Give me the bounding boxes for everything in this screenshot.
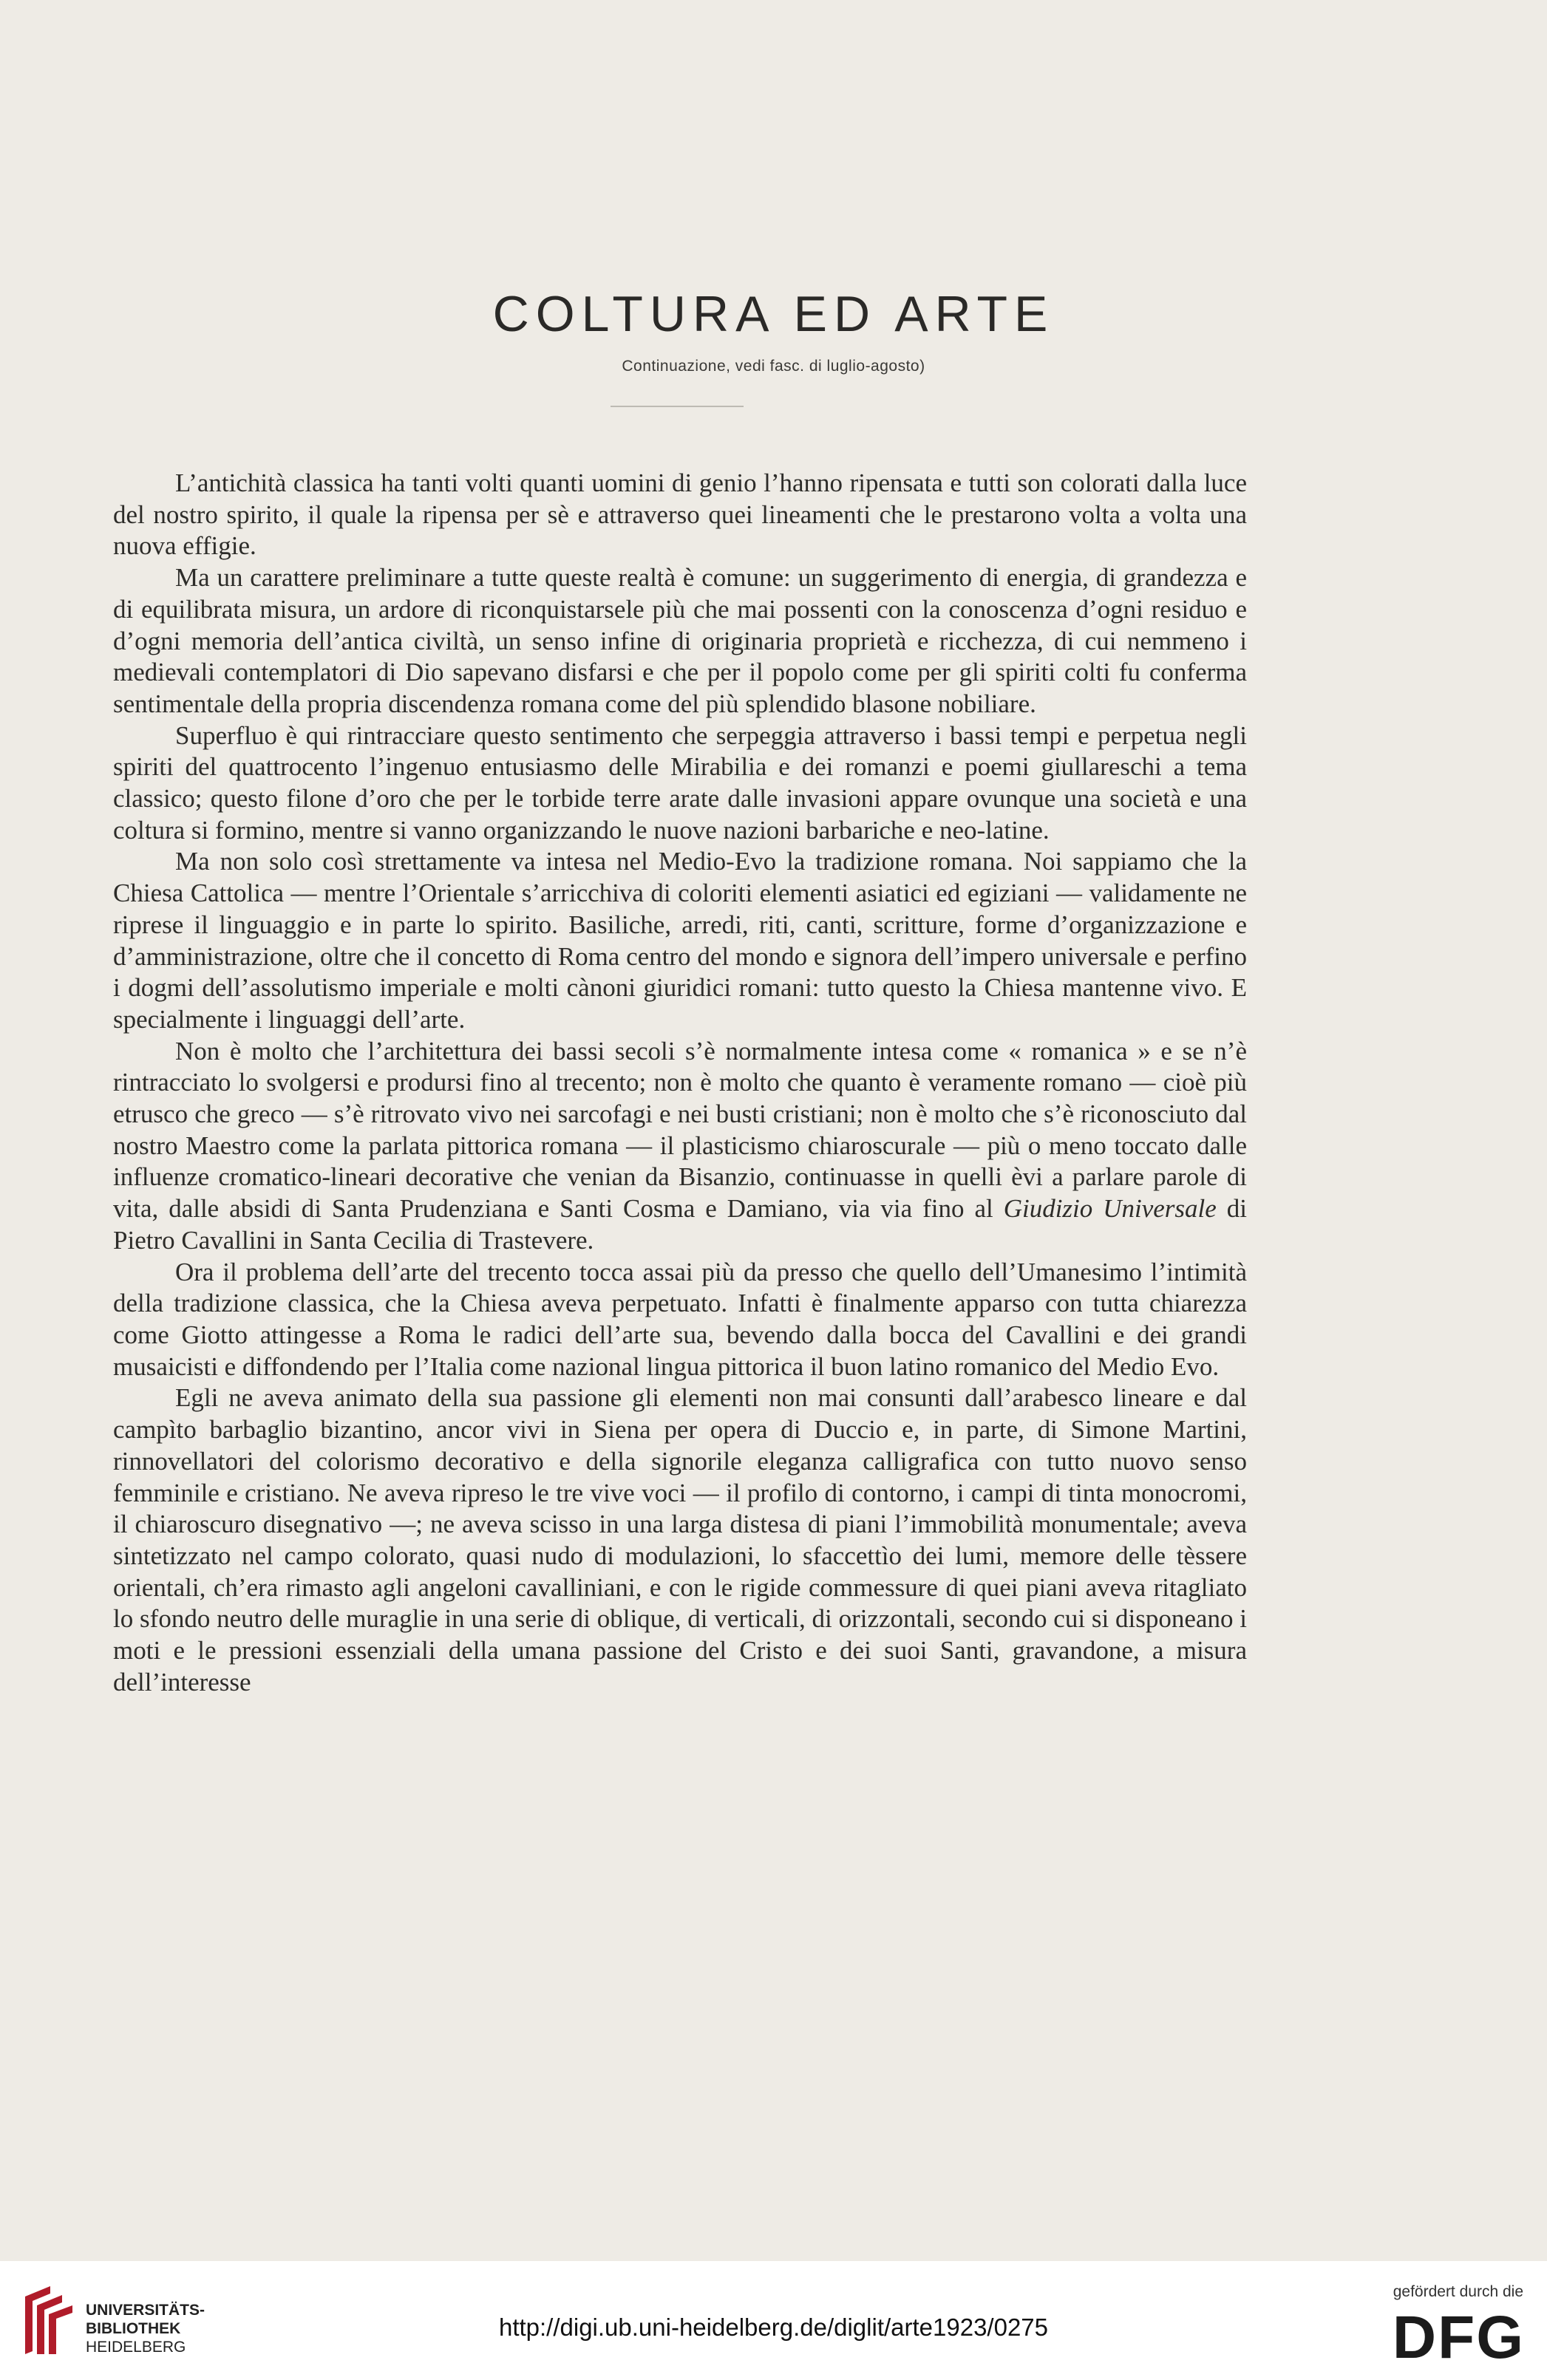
library-name-line: BIBLIOTHEK	[86, 2320, 181, 2337]
paragraph: Ma non solo così strettamente va intesa nel Medio-Evo la tradizione romana. Noi sappiamo che la Chiesa Cattolica — mentre l’Orientale s’arricchiva di coloriti elementi asiatici ed egiziani — validamente ne riprese il linguaggio e in parte lo spirito. Basiliche, arredi, riti, canti, scritture, forme d’organizzazione e d’amministrazione, oltre che il concetto di Roma centro del mondo e signora dell’impero universale e perfino i dogmi dell’assolutismo imperiale e molti cànoni giuridici romani: tutto questo la Chiesa mantenne vivo. E specialmente i linguaggi dell’arte.	[113, 847, 1247, 1034]
paragraph-text: Non è molto che l’architettura dei bassi secoli s’è normalmente intesa come « romanica » e se n’è rintracciato lo svolgersi e prodursi fino al trecento; non è molto che quanto è veramente romano — cioè più etrusco che greco — s’è ritrovato vivo nei sarcofagi e nei busti cristiani; non è molto che s’è riconosciuto dal nostro Maestro come la parlata pittorica romana — il plasticismo chiaroscurale — più o meno toccato dalle influenze cromatico-lineari decorative che venian da Bisanzio, continuasse in quelli èvi a parlare parole di vita, dalle absidi di Santa Prudenziana e Santi Cosma e Damiano, via via fino al	[113, 1036, 1247, 1224]
library-name-line: HEIDELBERG	[86, 2339, 186, 2356]
italic-artwork-title: Giudizio Universale	[1003, 1194, 1217, 1224]
paragraph: L’antichità classica ha tanti volti quanti uomini di genio l’hanno ripensata e tutti son colorati dalla luce del nostro spirito, il quale la ripensa per sè e attraverso quei lineamenti che le prestarono volta a volta una nuova effigie.	[113, 468, 1247, 561]
paragraph	[113, 1036, 1247, 1257]
funding-label: gefördert durch die	[1393, 2283, 1523, 2300]
paragraph: Egli ne aveva animato della sua passione gli elementi non mai consunti dall’arabesco lineare e dal campìto barbaglio bizantino, ancor vivi in Siena per opera di Duccio e, in parte, di Simone Martini, rinnovellatori del colorismo decorativo e della signorile eleganza calligrafica con tutto nuovo senso femminile e cristiano. Ne aveva ripreso le tre vive voci — il profilo di contorno, i campi di tinta monocromi, il chiaroscuro disegnativo —; ne aveva scisso in una larga distesa di piani l’immobilità monumentale; aveva sintetizzato nel campo colorato, quasi nudo di modulazioni, lo sfaccettìo dei lumi, memore delle tèssere orientali, ch’era rimasto agli angeloni cavalliniani, e con le rigide commessure di quei piani aveva ritagliato lo sfondo neutro delle muraglie in una serie di oblique, di verticali, di orizzontali, secondo cui si disponeano i moti e le pressioni essenziali della umana passione del Cristo e dei suoi Santi, gravandone, a misura dell’interesse	[113, 1383, 1247, 1697]
article-title: COLTURA ED ARTE	[492, 286, 1055, 342]
article-body	[113, 468, 1247, 1698]
paragraph: Superfluo è qui rintracciare questo sentimento che serpeggia attraverso i bassi tempi e perpetua negli spiriti del quattrocento l’ingenuo entusiasmo delle Mirabilia e dei romanzi e poemi giullareschi a tema classico; questo filone d’oro che per le torbide terre arate dalle invasioni appare ovunque una società e una coltura si formino, mentre si vanno organizzando le nuove nazioni barbariche e neo-latine.	[113, 720, 1247, 845]
paragraph-text: di Pietro Cavallini in Santa Cecilia di Trastevere.	[113, 1194, 1248, 1255]
footer-bar	[0, 2261, 1547, 2380]
paragraph: Ora il problema dell’arte del trecento tocca assai più da presso che quello dell’Umanesimo l’intimità della tradizione classica, che la Chiesa aveva perpetuato. Infatti è finalmente apparso con tutta chiarezza come Giotto attingesse a Roma le radici dell’arte sua, bevendo dalla bocca del Cavallini e dei grandi musaicisti e diffondendo per l’Italia come nazional lingua pittorica il buon latino romanico del Medio Evo.	[113, 1257, 1247, 1381]
paragraph: Ma un carattere preliminare a tutte queste realtà è comune: un suggerimento di energia, di grandezza e di equilibrata misura, un ardore di riconquistarsele più che mai possenti con la conoscenza d’ogni residuo e d’ogni memoria dell’antica civiltà, un senso infine di originaria proprietà e ricchezza, di cui nemmeno i medievali contemplatori di Dio sapevano disfarsi e che per il popolo come per gli spiriti colti fu conferma sentimentale della propria discendenza romana come del più splendido blasone nobiliare.	[113, 563, 1247, 718]
permalink-url[interactable]: http://digi.ub.uni-heidelberg.de/diglit/arte1923/0275	[498, 2313, 1049, 2341]
library-name-line: UNIVERSITÄTS-	[86, 2302, 205, 2319]
article-subtitle: Continuazione, vedi fasc. di luglio-agosto)	[622, 358, 925, 375]
title-divider	[611, 406, 744, 407]
dfg-logo: DFG	[1392, 2304, 1525, 2371]
